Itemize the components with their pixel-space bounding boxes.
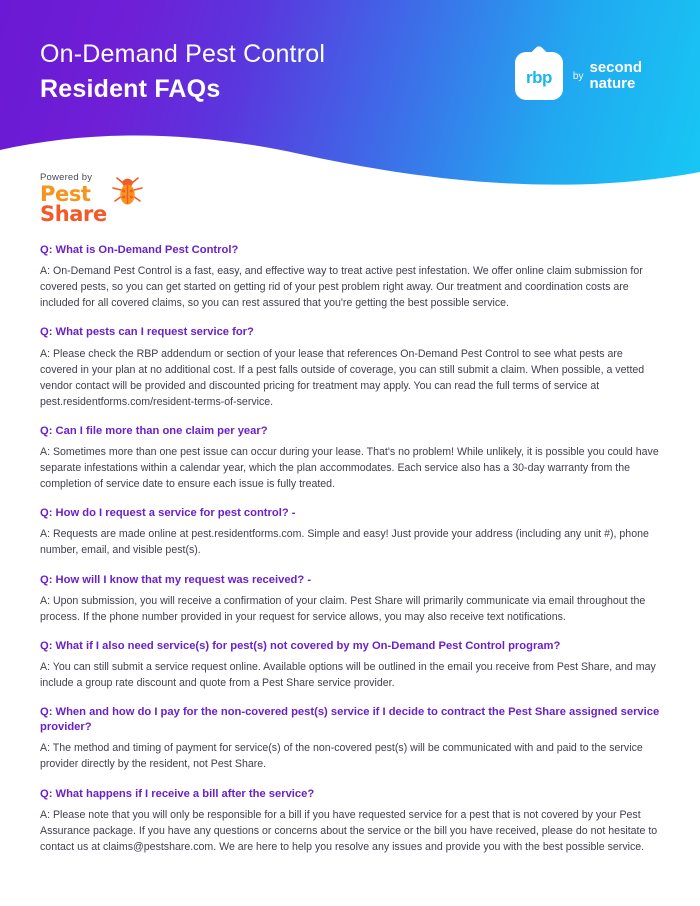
- page-subtitle: Resident FAQs: [40, 75, 221, 103]
- faq-answer: A: Requests are made online at pest.residentforms.com. Simple and easy! Just provide your address (including any unit #), phone number, email, and visible pest(s).: [40, 528, 649, 557]
- pest-share-logo: [40, 182, 280, 227]
- second-nature-by-label: by: [572, 70, 584, 82]
- faq-question: Q: What if I also need service(s) for pest(s) not covered by my On-Demand Pest Control program?: [40, 639, 561, 652]
- faq-list: [40, 243, 660, 869]
- faq-item: [40, 506, 660, 558]
- rbp-second-nature-logo: [515, 52, 642, 100]
- header-content: [0, 0, 700, 105]
- pest-share-word-share: Share: [40, 202, 107, 227]
- faq-question: Q: Can I file more than one claim per year?: [40, 424, 268, 437]
- faq-item: [40, 639, 660, 691]
- second-nature-name: [589, 60, 642, 92]
- faq-item: [40, 787, 660, 855]
- second-nature-wordmark: [573, 60, 642, 92]
- pest-share-word-pest: Pest: [40, 182, 91, 206]
- faq-question: Q: When and how do I pay for the non-covered pest(s) service if I decide to contract the Pest Share assigned service provider?: [40, 706, 660, 734]
- page-title: On-Demand Pest Control: [40, 40, 326, 68]
- title-block: [40, 38, 325, 105]
- bug-icon: [111, 174, 145, 210]
- faq-question: Q: What happens if I receive a bill after the service?: [40, 787, 315, 800]
- faq-item: [40, 243, 660, 311]
- faq-question: Q: How do I request a service for pest control? -: [40, 507, 296, 520]
- faq-question: Q: What pests can I request service for?: [40, 326, 254, 339]
- powered-by-block: [40, 172, 280, 227]
- faq-item: [40, 573, 660, 625]
- second-nature-name-line1: second: [589, 59, 642, 77]
- faq-answer: A: On-Demand Pest Control is a fast, easy, and effective way to treat active pest infestation. We offer online claim submission for covered pests, so you can get started on getting rid of your pest problem right away. Our treatment and coordination costs are included for all covered claims, so you can rest assured that you're getting the best possible service.: [40, 265, 643, 310]
- faq-question: Q: What is On-Demand Pest Control?: [40, 244, 239, 256]
- faq-answer: A: Sometimes more than one pest issue can occur during your lease. That's no problem! While unlikely, it is possible you could have separate infestations within a calendar year, which the plan accommodates. Each service also has a 30-day warranty from the completion of service date to ensure each issue is fully treated.: [40, 445, 659, 491]
- document-header: [0, 0, 700, 196]
- faq-answer: A: Please note that you will only be responsible for a bill if you have requested service for a pest that is not covered by your Pest Assurance package. If you have any questions or concerns about the service or the bill you have received, please do not hesitate to contact us at claims@pestshare.com. We are here to help you resolve any issues and provide you with the best possible service.: [40, 808, 658, 853]
- second-nature-name-line2: nature: [589, 75, 636, 92]
- powered-by-label: Powered by: [40, 172, 93, 183]
- faq-question: Q: How will I know that my request was received? -: [40, 573, 312, 586]
- faq-item: [40, 325, 660, 409]
- rbp-badge-label: rbp: [525, 68, 552, 87]
- rbp-badge-icon: [515, 52, 563, 100]
- faq-item: [40, 424, 660, 492]
- faq-answer: A: You can still submit a service request online. Available options will be outlined in the email you receive from Pest Share, and may include a group rate discount and quote from a Pest Share service provider.: [40, 660, 656, 690]
- faq-answer: A: Upon submission, you will receive a confirmation of your claim. Pest Share will primarily communicate via email throughout the process. If the phone number provided in your request for service allows, you may also receive text notifications.: [40, 594, 646, 623]
- pest-share-wordmark: [40, 182, 107, 227]
- faq-answer: A: Please check the RBP addendum or section of your lease that references On-Demand Pest Control to see what pests are covered in your plan at no additional cost. If a pest falls outside of coverage, you can still submit a claim. When possible, a vetted vendor contact will be provided and discounted pricing for treatment may apply. You can read the full terms of service at pest.residentforms.com/resident-terms-of-service.: [40, 347, 645, 408]
- faq-answer: A: The method and timing of payment for service(s) of the non-covered pest(s) will be communicated with and paid to the service provider directly by the resident, not Pest Share.: [40, 742, 643, 771]
- faq-item: [40, 705, 660, 772]
